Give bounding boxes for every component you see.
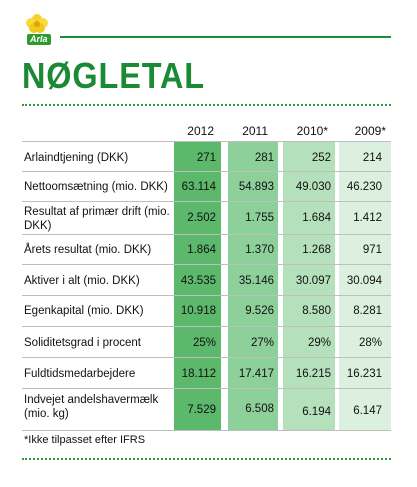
year-header: 2011 (242, 124, 268, 138)
row-divider (22, 264, 391, 265)
logo-text: Arla (27, 34, 51, 45)
cell-value: 30.094 (346, 275, 382, 287)
row-label: Fuldtidsmedarbejdere (24, 368, 136, 380)
row-label: Indvejet andelshavermælk (mio. kg) (24, 394, 159, 420)
year-header: 2010* (296, 124, 328, 138)
cell-value: 9.526 (245, 305, 274, 317)
row-label: Soliditetsgrad i procent (24, 337, 141, 349)
row-label: Aktiver i alt (mio. DKK) (24, 275, 140, 287)
cell-value: 1.864 (187, 244, 216, 256)
cell-value: 281 (254, 152, 274, 164)
row-label: Egenkapital (mio. DKK) (24, 305, 144, 317)
row-divider (22, 326, 391, 327)
cell-value: 18.112 (181, 368, 216, 380)
arla-logo (22, 11, 52, 47)
cell-value: 54.893 (238, 181, 274, 193)
cell-value: 2.502 (187, 212, 216, 224)
page-title: NØGLETAL (22, 55, 205, 96)
cell-value: 10.918 (180, 305, 216, 317)
cell-value: 49.030 (295, 181, 331, 193)
cell-value: 17.417 (238, 368, 274, 380)
cell-value: 271 (196, 152, 216, 164)
cell-value: 46.230 (346, 181, 382, 193)
cell-value: 43.535 (180, 275, 216, 287)
row-divider (22, 388, 391, 389)
header-rule (60, 36, 391, 38)
cell-value: 252 (311, 152, 331, 164)
row-divider (22, 171, 391, 172)
cell-value: 8.281 (353, 305, 382, 317)
cell-value: 8.580 (302, 305, 331, 317)
cell-value: 27% (250, 337, 274, 349)
dotted-divider-bottom (22, 458, 391, 460)
cell-value: 16.215 (295, 368, 331, 380)
cell-value: 1.268 (302, 244, 331, 256)
cell-value: 28% (358, 337, 382, 349)
row-label: Årets resultat (mio. DKK) (24, 244, 152, 256)
cell-value: 25% (192, 337, 216, 349)
cell-value: 16.231 (346, 368, 382, 380)
cell-value: 6.194 (302, 406, 331, 418)
row-divider (22, 295, 391, 296)
cell-value: 6.508 (245, 403, 274, 415)
row-label: Resultat af primær drift (mio. DKK) (24, 206, 170, 232)
cell-value: 30.097 (295, 275, 331, 287)
cell-value: 63.114 (181, 181, 216, 193)
footnote: *Ikke tilpasset efter IFRS (24, 434, 146, 446)
row-divider (22, 357, 391, 358)
row-label: Nettoomsætning (mio. DKK) (24, 181, 168, 193)
dotted-divider-top (22, 104, 391, 106)
row-label: Arlaindtjening (DKK) (24, 152, 129, 164)
row-divider (22, 201, 391, 202)
row-divider (22, 234, 391, 235)
year-header: 2012 (187, 124, 214, 138)
row-divider (22, 141, 391, 142)
cell-value: 971 (362, 244, 382, 256)
cell-value: 1.684 (302, 212, 331, 224)
cell-value: 29% (307, 337, 331, 349)
cell-value: 35.146 (238, 275, 274, 287)
cell-value: 6.147 (353, 405, 382, 417)
cell-value: 1.755 (245, 212, 274, 224)
year-header: 2009* (354, 124, 386, 138)
row-divider (22, 430, 391, 431)
cell-value: 1.370 (245, 244, 274, 256)
cell-value: 1.412 (353, 212, 382, 224)
cell-value: 214 (362, 152, 382, 164)
cell-value: 7.529 (187, 404, 216, 416)
